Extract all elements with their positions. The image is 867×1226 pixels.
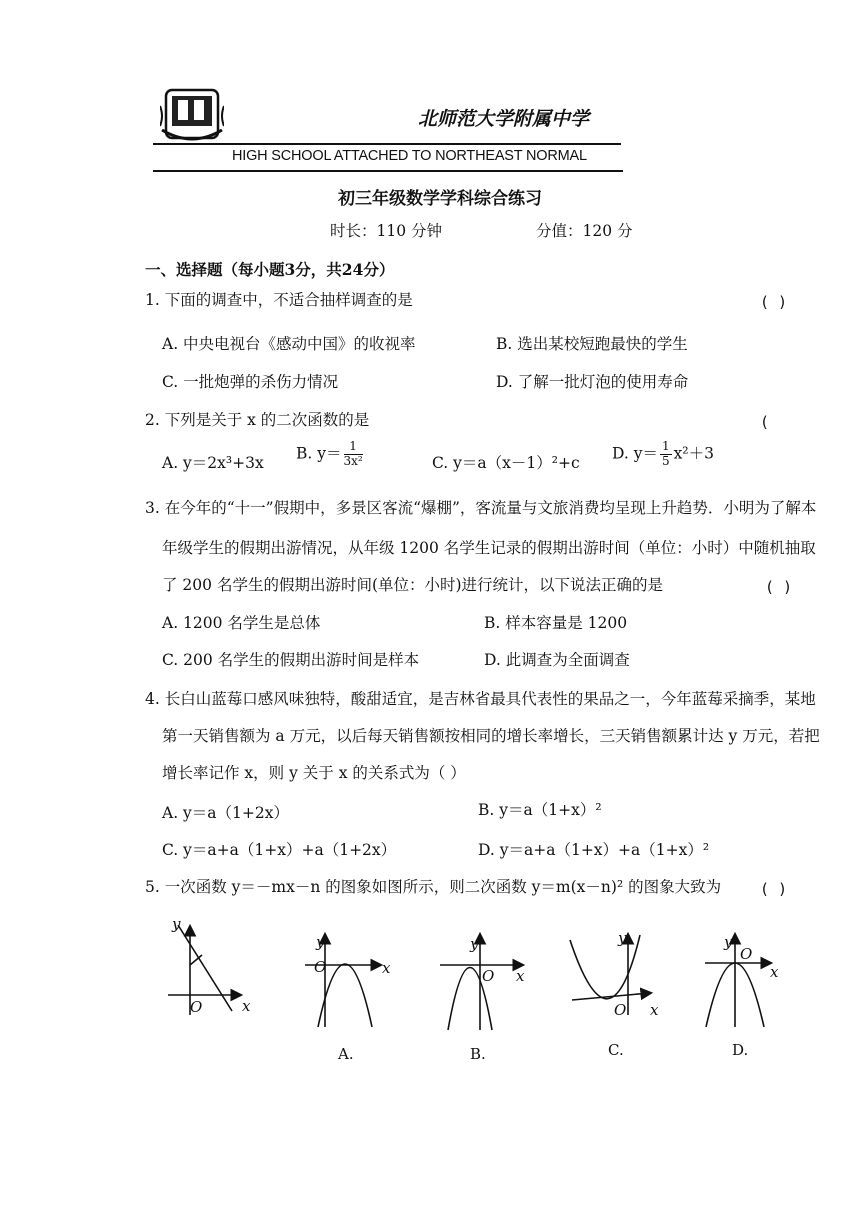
q5-a-x-label: x bbox=[382, 959, 391, 977]
q5-option-a-label: A. bbox=[338, 1045, 354, 1063]
q5-c-origin: O bbox=[614, 1001, 627, 1019]
q4-line2: 第一天销售额为 a 万元，以后每天销售额按相同的增长率增长，三天销售额累计达 y 万元，若把 bbox=[162, 727, 820, 745]
q3-option-a: A. 1200 名学生是总体 bbox=[162, 614, 321, 632]
q5-option-c-label: C. bbox=[608, 1041, 624, 1059]
q4-option-d: D. y＝a+a（1+x）+a（1+x）² bbox=[478, 841, 710, 859]
q5-linear-x-label: x bbox=[242, 997, 251, 1015]
q5-c-y-label: y bbox=[618, 929, 627, 947]
section-title: 一、选择题（每小题3分，共24分） bbox=[145, 260, 395, 279]
q5-answer-paren: ( ) bbox=[760, 880, 788, 898]
q4-option-a: A. y＝a（1+2x） bbox=[162, 804, 289, 822]
q2-option-d bbox=[612, 440, 714, 469]
header-rule-bottom bbox=[153, 170, 623, 172]
q5-b-y-label: y bbox=[470, 935, 479, 953]
q3-option-c: C. 200 名学生的假期出游时间是样本 bbox=[162, 651, 420, 669]
school-name-cn: 北师范大学附属中学 bbox=[418, 108, 590, 130]
q2-option-b-fraction bbox=[344, 440, 363, 469]
school-logo bbox=[160, 86, 224, 146]
q1-option-d: D. 了解一批灯泡的使用寿命 bbox=[496, 373, 689, 391]
q1-answer-paren: ( ) bbox=[760, 293, 788, 311]
q5-d-y-label: y bbox=[724, 933, 733, 951]
q4-line3: 增长率记作 x，则 y 关于 x 的关系式为（ ） bbox=[162, 764, 466, 782]
q5-figures bbox=[150, 915, 790, 1065]
q5-option-b-label: B. bbox=[470, 1045, 486, 1063]
q1-option-a: A. 中央电视台《感动中国》的收视率 bbox=[162, 335, 416, 353]
school-name-en: HIGH SCHOOL ATTACHED TO NORTHEAST NORMAL bbox=[232, 148, 587, 164]
q2-option-d-fraction bbox=[660, 440, 672, 469]
exam-title: 初三年级数学学科综合练习 bbox=[338, 189, 542, 209]
q5-b-origin: O bbox=[482, 967, 495, 985]
q2-stem: 2. 下列是关于 x 的二次函数的是 bbox=[145, 411, 370, 429]
q3-option-d: D. 此调查为全面调查 bbox=[484, 651, 630, 669]
q2-option-b-numerator: 1 bbox=[344, 440, 363, 455]
q1-option-c: C. 一批炮弹的杀伤力情况 bbox=[162, 373, 339, 391]
q5-a-origin: O bbox=[314, 958, 327, 976]
school-emblem-icon bbox=[160, 86, 224, 146]
q4-option-b: B. y＝a（1+x）² bbox=[478, 801, 602, 819]
header-rule-top bbox=[153, 143, 621, 145]
q5-option-d-graph bbox=[705, 935, 770, 1027]
q2-option-d-numerator: 1 bbox=[662, 439, 670, 453]
q3-line3: 了 200 名学生的假期出游时间(单位：小时)进行统计，以下说法正确的是 bbox=[162, 576, 664, 594]
q5-linear-graph bbox=[168, 925, 240, 1015]
q3-answer-paren: ( ) bbox=[765, 578, 793, 596]
q5-option-b-graph bbox=[440, 935, 522, 1030]
q2-option-b-prefix: B. y＝ bbox=[296, 444, 342, 463]
q5-option-c-graph bbox=[570, 935, 650, 1015]
q5-option-d-label: D. bbox=[732, 1041, 749, 1059]
q5-d-origin: O bbox=[740, 945, 753, 963]
exam-score: 分值：120 分 bbox=[536, 222, 633, 240]
q5-a-y-label: y bbox=[316, 933, 325, 951]
q4-line1: 4. 长白山蓝莓口感风味独特，酸甜适宜，是吉林省最具代表性的果品之一，今年蓝莓采摘季，某地 bbox=[145, 690, 816, 708]
q5-b-x-label: x bbox=[516, 967, 525, 985]
q2-option-d-denominator: 5 bbox=[662, 453, 670, 468]
q3-line1: 3. 在今年的“十一”假期中，多景区客流“爆棚”，客流量与文旅消费均呈现上升趋势．小明为了解本 bbox=[145, 499, 817, 517]
q2-option-d-prefix: D. y＝ bbox=[612, 444, 658, 463]
q5-stem: 5. 一次函数 y＝－mx－n 的图象如图所示，则二次函数 y＝m(x－n)² 的图象大致为 bbox=[145, 878, 722, 896]
q3-line2: 年级学生的假期出游情况，从年级 1200 名学生记录的假期出游时间（单位：小时）中随机抽取 bbox=[162, 539, 816, 557]
q1-stem: 1. 下面的调查中，不适合抽样调查的是 bbox=[145, 291, 413, 309]
exam-duration: 时长：110 分钟 bbox=[330, 222, 443, 240]
q5-linear-origin: O bbox=[190, 998, 203, 1016]
q5-linear-y-label: y bbox=[172, 915, 181, 933]
q2-option-a: A. y＝2x³+3x bbox=[162, 454, 264, 472]
q4-option-c: C. y＝a+a（1+x）+a（1+2x） bbox=[162, 841, 397, 859]
q2-option-c: C. y＝a（x－1）²+c bbox=[432, 454, 580, 472]
q2-option-b-denominator: 3x² bbox=[343, 453, 363, 468]
q5-c-x-label: x bbox=[650, 1001, 659, 1019]
q2-option-d-suffix: x²＋3 bbox=[673, 444, 714, 463]
q2-option-b bbox=[296, 440, 365, 469]
q5-d-x-label: x bbox=[770, 963, 779, 981]
q3-option-b: B. 样本容量是 1200 bbox=[484, 614, 628, 632]
q1-option-b: B. 选出某校短跑最快的学生 bbox=[496, 335, 688, 353]
q2-answer-paren: ( bbox=[760, 413, 770, 431]
